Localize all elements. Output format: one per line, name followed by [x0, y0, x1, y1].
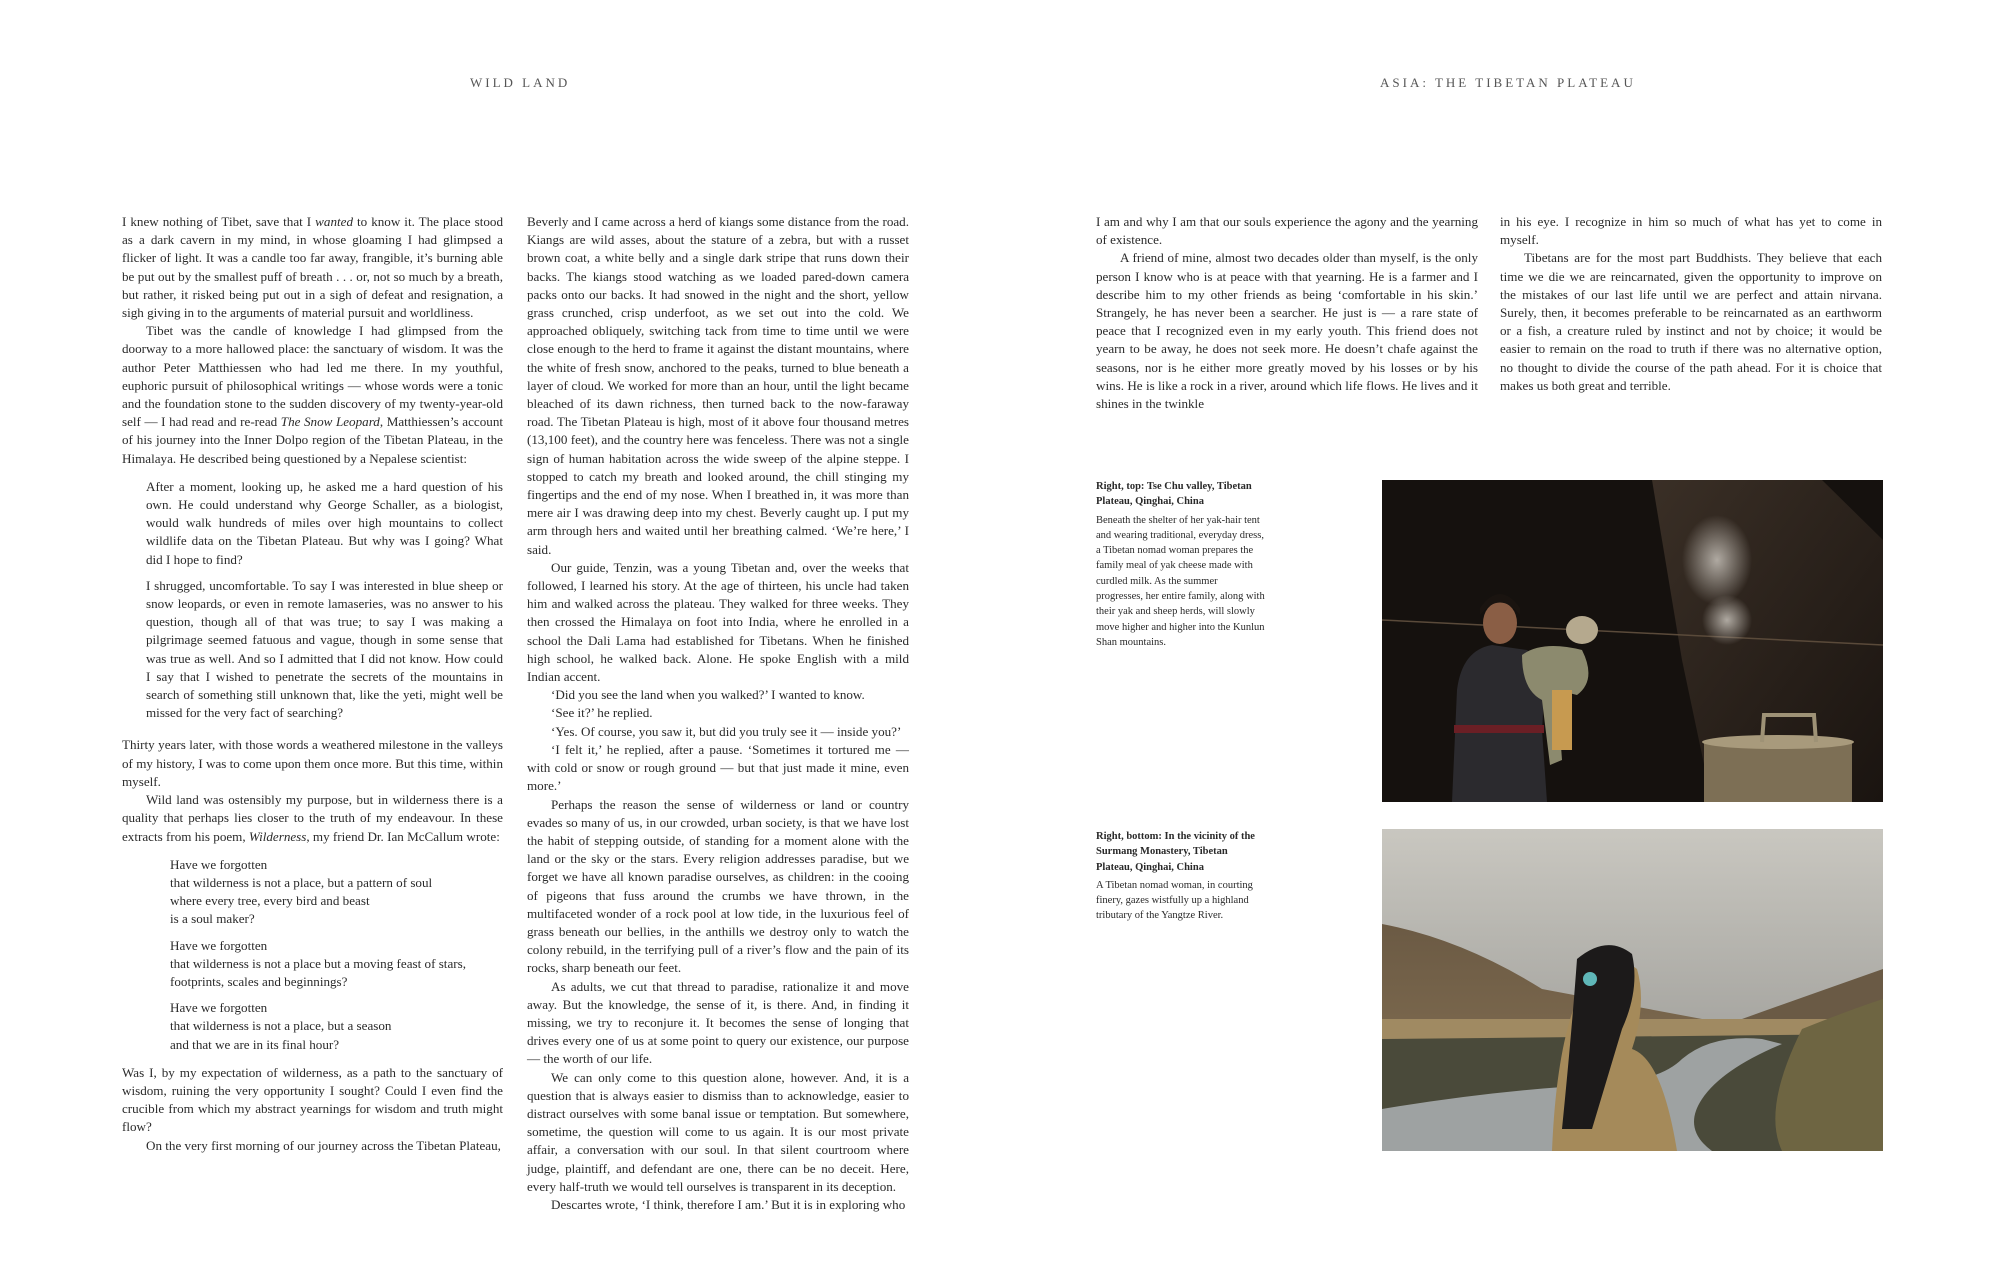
- poem-line: that wilderness is not a place, but a pattern of soul: [170, 874, 433, 890]
- poem-line: that wilderness is not a place but a moving feast of stars,: [170, 955, 466, 971]
- photo-illustration: [1382, 829, 1883, 1151]
- photo-nomad-woman-tent: [1382, 480, 1883, 802]
- woman-face: [1483, 602, 1517, 644]
- text-run: , Matthiessen’s account of his journey into the Inner Dolpo region of the Tibetan Plateau, in the Himalaya. He described being questioned by a Nepalese scientist:: [122, 414, 504, 466]
- text-column-1: [122, 213, 503, 1155]
- caption-body: Beneath the shelter of her yak-hair tent and wearing traditional, everyday dress, a Tibetan nomad woman prepares the family meal of yak cheese made with curdled milk. As the summer progresses, her entire family, along with their yak and sheep herds, will slowly move higher and higher into the Kunlun Shan mountains.: [1096, 514, 1265, 648]
- dialogue-line: ‘Yes. Of course, you saw it, but did you truly see it — inside you?’: [551, 723, 902, 739]
- text-column-3: [1096, 213, 1478, 413]
- text-run: , my friend Dr. Ian McCallum wrote:: [306, 828, 500, 844]
- sash: [1454, 725, 1544, 733]
- turquoise-ornament: [1583, 972, 1597, 986]
- dialogue-line: ‘I felt it,’ he replied, after a pause. ‘Sometimes it tortured me — with cold or snow or rough ground — but that just made it mine, even more.’: [527, 741, 909, 794]
- paragraph: A friend of mine, almost two decades older than myself, is the only person I know who is at peace with that yearning. He is a farmer and I describe him to my other friends as being ‘comfortable in his skin.’ Strangely, he has never been a searcher. He just is — a rare state of peace that I recognized even in my early youth. This friend does not yearn to be away, he does not seek more. He doesn’t chafe against the seasons, nor is he either more greatly moved by his losses or by his wins. He is like a rock in a river, around which life flows. He lives and it shines in the twinkle: [1096, 250, 1478, 412]
- poem-stanza: [170, 999, 503, 1054]
- paragraph: Our guide, Tenzin, was a young Tibetan and, over the weeks that followed, I learned his story. At the age of thirteen, his uncle had taken him and walked across the plateau. They walked for three weeks. They then crossed the Himalaya on foot into India, where he enrolled in a school the Dali Lama had established for Tibetans. When he finished high school, he walked back. Alone. He spoke English with a mild Indian accent.: [527, 559, 909, 685]
- poem-title: Wilderness: [248, 828, 307, 844]
- dialogue-line: ‘See it?’ he replied.: [551, 705, 653, 721]
- paragraph: in his eye. I recognize in him so much of what has yet to come in myself.: [1500, 214, 1882, 248]
- caption-title: Right, bottom: In the vicinity of the Surmang Monastery, Tibetan Plateau, Qinghai, China: [1096, 831, 1255, 873]
- cooking-pot: [1704, 742, 1852, 802]
- paragraph: Perhaps the reason the sense of wilderness or land or country evades so many of us, in our crowded, urban society, is that we have lost the habit of stepping outside, of standing for a moment alone with the land or the sky or the stars. Every religion addresses paradise, but we forget we have all known paradise ourselves, as children: in the cooing of pigeons that fuss around the crumbs we have thrown, in the multifaceted wonder of a rock pool at low tide, in the luxurious feel of grass beneath our bellies, in the anthills we destroy only to watch the colony rebuild, in the terrifying pull of a river’s flow and the pain of its rocks, sharp beneath our feet.: [527, 796, 909, 976]
- poem-line: Have we forgotten: [170, 937, 268, 953]
- poem-line: footprints, scales and beginnings?: [170, 973, 348, 989]
- poem: [170, 856, 503, 1054]
- steam: [1702, 595, 1752, 645]
- paragraph: We can only come to this question alone, however. And, it is a question that is always easier to dismiss than to acknowledge, easier to distract ourselves with some banal issue or temptation. But somewhere, sometime, the question will come to us again. It is our most private affair, a conversation with our soul. In that silent courtroom where judge, plaintiff, and defendant are one, there can be no deceit. Here, every half-truth we would tell ourselves is transparent in its deception.: [527, 1069, 909, 1194]
- poem-line: Have we forgotten: [170, 856, 268, 872]
- dialogue-line: ‘Did you see the land when you walked?’ I wanted to know.: [551, 687, 865, 703]
- book-title: The Snow Leopard: [280, 414, 380, 430]
- child-hat: [1566, 616, 1598, 644]
- paragraph: Beverly and I came across a herd of kiangs some distance from the road. Kiangs are wild asses, about the stature of a zebra, but with a russet brown coat, a white belly and a single dark stripe that runs down their backs. The kiangs stood watching as we loaded pared-down camera packs onto our backs. It had snowed in the night and the short, yellow grass crunched, crisp underfoot, as we set out into the cold. We approached obliquely, switching tack from time to time until we were close enough to the herd to frame it against the distant mountains, where the white of fresh snow, anchored to the peaks, turned to blue beneath a layer of cloud. We worked for more than an hour, until the light became bleached of its dawn richness, then turned back to the now-faraway road. The Tibetan Plateau is high, most of it above four thousand metres (13,100 feet), and the country here was fenceless. There was not a single sign of human habitation across the wide sweep of the alpine steppe. I stopped to catch my breath and looked around, the chill stinging my fingertips and the end of my nose. When I breathed in, it was more than mere air I was drawing deep into my chest. Beverly caught up. I put my arm through hers and waited until her breathing calmed. ‘We’re here,’ I said.: [527, 214, 909, 557]
- text-column-4: [1500, 213, 1882, 395]
- caption-body: A Tibetan nomad woman, in courting finery, gazes wistfully up a highland tributary of the Yangtze River.: [1096, 879, 1253, 922]
- paragraph: [122, 322, 503, 468]
- text-run: to know it. The place stood as a dark cavern in my mind, in whose gloaming I had glimpsed a flicker of light. It was a candle too far away, frangible, it’s burning able be put out by the smallest puff of breath . . . or, not so much by a breath, but rather, it risked being put out in a sigh of defeat and resignation, a sigh giving in to the arguments of material pursuit and worldliness.: [122, 214, 503, 321]
- text-run: Wild land was ostensibly my purpose, but in wilderness there is a quality that perhaps lies closer to the truth of my endeavour. In these extracts from his poem,: [122, 792, 503, 844]
- paragraph: As adults, we cut that thread to paradise, rationalize it and move away. But the knowledge, the sense of it, is there. And, in finding it missing, we try to reconjure it. It becomes the sense of longing that drives every one of us at some point to query our existence, our purpose — the worth of our life.: [527, 978, 909, 1067]
- paragraph: Tibetans are for the most part Buddhists. They believe that each time we die we are reincarnated, given the opportunity to improve on the mistakes of our last life until we are perfect and attain nirvana. Surely, then, it becomes preferable to be reincarnated as an earthworm or a fish, a creature ruled by instinct and not by choice; it would be easier to remain on the road to truth if there was no alternative option, no thought to divide the course of the path ahead. For it is choice that makes us both great and terrible.: [1500, 250, 1882, 393]
- photo-illustration: [1382, 480, 1883, 802]
- photo-caption-top: [1096, 479, 1266, 650]
- photo-woman-river-valley: [1382, 829, 1883, 1151]
- paragraph: [122, 213, 503, 322]
- poem-line: where every tree, every bird and beast: [170, 893, 370, 909]
- running-head-left: WILD LAND: [470, 75, 571, 90]
- emphasis: wanted: [315, 214, 353, 229]
- paragraph: Thirty years later, with those words a weathered milestone in the valleys of my history, I was to come upon them once more. But this time, within myself.: [122, 737, 503, 789]
- poem-line: and that we are in its final hour?: [170, 1036, 340, 1052]
- paragraph: [122, 791, 503, 846]
- text-run: I knew nothing of Tibet, save that I: [122, 214, 316, 229]
- paragraph: On the very first morning of our journey across the Tibetan Plateau,: [146, 1137, 501, 1153]
- photo-caption-bottom: [1096, 829, 1266, 924]
- paragraph: Descartes wrote, ‘I think, therefore I am.’ But it is in exploring who: [551, 1196, 906, 1212]
- text-column-2: [527, 213, 909, 1214]
- paragraph: Was I, by my expectation of wilderness, as a path to the sanctuary of wisdom, ruining the very opportunity I sought? Could I even find the crucible from which my abstract yearnings for wisdom and truth might flow?: [122, 1064, 503, 1135]
- poem-line: that wilderness is not a place, but a season: [170, 1018, 392, 1034]
- poem-line: is a soul maker?: [170, 911, 255, 927]
- steam: [1682, 515, 1752, 605]
- quote-paragraph: After a moment, looking up, he asked me a hard question of his own. He could understand why George Schaller, as a biologist, would walk hundreds of miles over high mountains to collect wildlife data on the Tibetan Plateau. But why was I going? What did I hope to find?: [146, 478, 503, 567]
- paragraph: I am and why I am that our souls experience the agony and the yearning of existence.: [1096, 214, 1478, 248]
- poem-stanza: [170, 937, 503, 992]
- poem-line: Have we forgotten: [170, 1000, 268, 1016]
- caption-title: Right, top: Tse Chu valley, Tibetan Plateau, Qinghai, China: [1096, 481, 1252, 508]
- quote-paragraph: I shrugged, uncomfortable. To say I was interested in blue sheep or snow leopards, or even in remote lamaseries, was no answer to his question, though all of that was true; to say I was making a pilgrimage seemed fatuous and vague, though in some sense that was true as well. And so I admitted that I did not know. How could I say that I wished to penetrate the secrets of the mountains in search of something still unknown that, like the yeti, might well be missed for the very fact of searching?: [146, 577, 503, 721]
- running-head-right: ASIA: THE TIBETAN PLATEAU: [1380, 75, 1636, 90]
- poem-stanza: [170, 856, 503, 929]
- block-quote: [146, 478, 503, 723]
- text-run: Tibet was the candle of knowledge I had glimpsed from the doorway to a more hallowed place: the sanctuary of wisdom. It was the author Peter Matthiessen who had led me there. In my youthful, euphoric pursuit of philosophical writings — whose words were a tonic and the foundation stone to the sudden discovery of my twenty-year-old self — I had read and re-read: [122, 323, 503, 430]
